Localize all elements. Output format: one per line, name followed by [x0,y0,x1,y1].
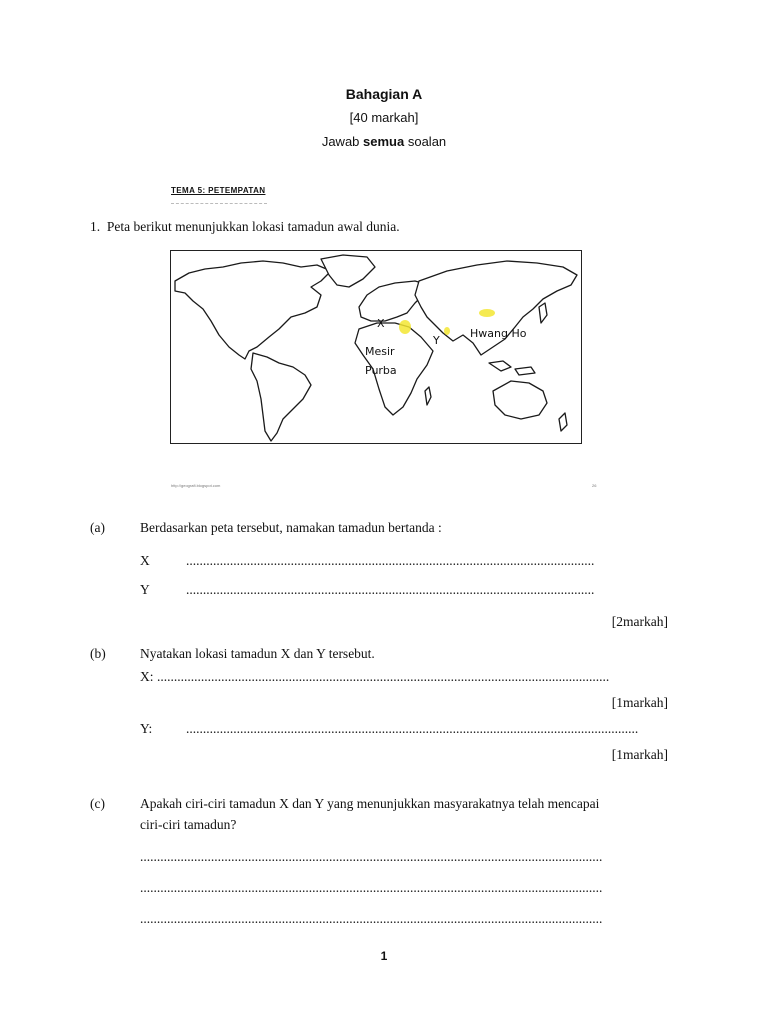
map-page-ref: 26 [592,483,597,488]
map-label-mesir: Mesir [365,345,395,358]
theme-label: TEMA 5: PETEMPATAN [171,186,266,195]
map-label-y: Y [433,334,440,347]
section-instruction [0,134,768,149]
part-b-x-answer-line[interactable]: ...................................................................................................................................... [157,669,610,684]
instruction-prefix: Jawab [321,134,364,149]
question-1-text: Peta berikut menunjukkan lokasi tamadun awal dunia. [106,219,400,234]
map-label-hwang-ho: Hwang Ho [470,327,527,340]
new-zealand-landmass [559,413,567,431]
australia-landmass [493,381,547,419]
part-c-question-line-1: Apakah ciri-ciri tamadun X dan Y yang menunjukkan masyarakatnya telah mencapai [140,796,600,811]
part-c-question-line-2: ciri-ciri tamadun? [140,817,237,832]
part-a-x-label: X [140,553,150,568]
world-map [170,250,582,444]
part-a-marks: [2markah] [611,614,668,629]
north-america-landmass [175,261,331,359]
region-y-highlight [444,327,450,335]
instruction-suffix: soalan [404,134,447,149]
part-b-question: Nyatakan lokasi tamadun X dan Y tersebut. [140,646,375,661]
se-asia-islands [489,361,535,375]
part-b-y-marks: [1markah] [611,747,668,762]
part-b-y-answer-line[interactable]: ...................................................................................................................................... [186,721,639,736]
part-c-label: (c) [90,796,105,811]
part-a-label: (a) [90,520,105,535]
south-america-landmass [251,353,311,441]
part-b-x-label: X: [140,669,154,684]
part-a-question: Berdasarkan peta tersebut, namakan tamadun bertanda : [140,520,442,535]
part-b-y-label: Y: [140,721,153,736]
greenland-landmass [321,255,375,287]
part-b-x-marks: [1markah] [611,695,668,710]
section-marks: [40 markah] [349,110,419,125]
question-1 [90,219,400,235]
japan-landmass [539,303,547,323]
part-c-answer-line-1[interactable]: ......................................................................................................................................... [140,849,603,864]
part-b-label: (b) [90,646,106,661]
section-title: Bahagian A [345,86,423,102]
part-a-x-answer-line[interactable]: ......................................................................................................................... [186,553,595,568]
part-a-y-answer-line[interactable]: ......................................................................................................................... [186,582,595,597]
madagascar-landmass [425,387,431,405]
theme-underline-divider [171,203,267,204]
part-c-answer-line-3[interactable]: ......................................................................................................................................... [140,911,603,926]
part-c-answer-line-2[interactable]: ......................................................................................................................................... [140,880,603,895]
region-x-highlight [399,320,411,334]
instruction-bold: semua [363,134,405,149]
page-number: 1 [380,949,388,963]
region-hwangho-highlight [479,309,495,317]
map-source-text: http://geografi.blogspot.com [171,483,221,488]
question-1-number: 1. [90,219,101,234]
part-a-y-label: Y [140,582,150,597]
map-label-purba: Purba [365,364,397,377]
map-label-x: X [377,317,385,330]
